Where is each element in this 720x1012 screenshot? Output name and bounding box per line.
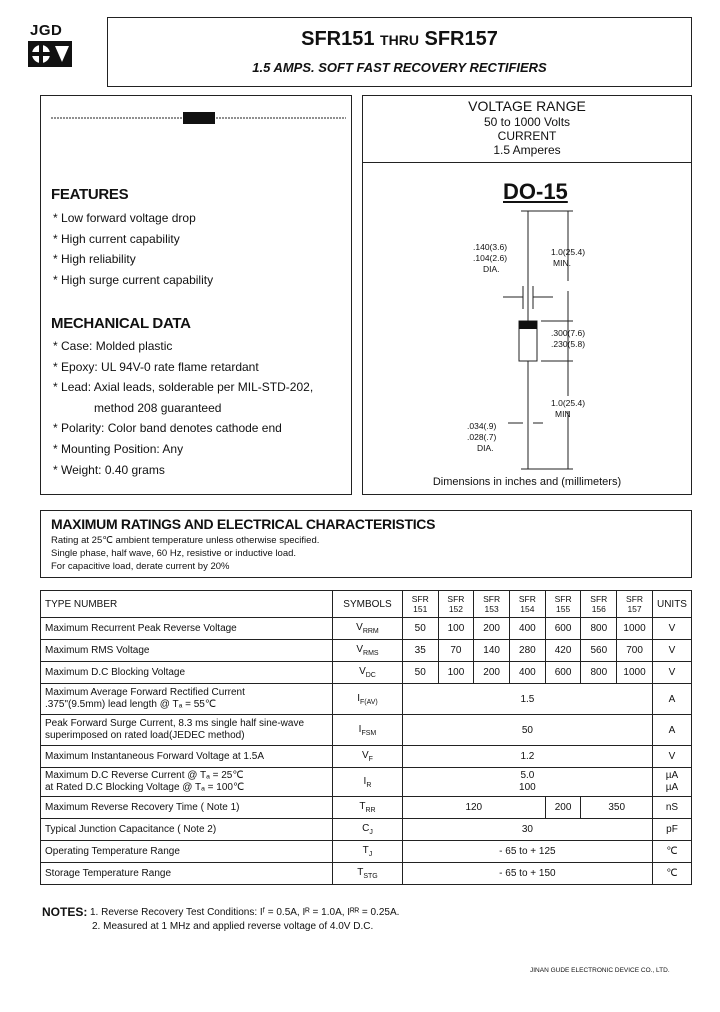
logo-text: JGD <box>30 22 63 39</box>
dim-wire-max: .034(.9) <box>467 421 497 431</box>
feature-item: * High surge current capability <box>53 273 214 287</box>
ratings-title: MAXIMUM RATINGS AND ELECTRICAL CHARACTERISTICS <box>51 516 436 532</box>
table-cell: ℃ <box>652 863 691 885</box>
table-cell: 120 <box>402 797 545 819</box>
table-cell: A <box>652 684 691 715</box>
table-cell: 50 <box>402 715 652 746</box>
table-cell: $V_{RRM}$ <box>333 618 403 640</box>
feature-item: * Low forward voltage drop <box>53 211 196 225</box>
mechanical-item: method 208 guaranteed <box>94 401 222 415</box>
feature-item: * High reliability <box>53 252 136 266</box>
dimensions-caption: Dimensions in inches and (millimeters) <box>432 476 622 488</box>
part-header: SFR 151 <box>402 591 438 618</box>
table-cell: 800 <box>581 618 617 640</box>
dim-body-max: .300(7.6) <box>551 328 586 338</box>
diode-graphic <box>41 111 353 125</box>
dim-lead-upper-min: MIN. <box>553 258 571 268</box>
ratings-box <box>40 510 692 578</box>
table-cell: 70 <box>438 640 474 662</box>
mechanical-item: * Epoxy: UL 94V-0 rate flame retardant <box>53 360 259 374</box>
part-header: SFR 154 <box>510 591 546 618</box>
table-cell: Maximum RMS Voltage <box>41 640 333 662</box>
dim-dia-max: .140(3.6) <box>473 242 508 252</box>
title-box <box>107 17 692 87</box>
table-cell: 200 <box>474 618 510 640</box>
table-row <box>41 863 692 885</box>
part-header: SFR 153 <box>474 591 510 618</box>
part-header: SFR 155 <box>545 591 581 618</box>
type-number-header: TYPE NUMBER <box>41 591 333 618</box>
table-cell: - 65 to + 125 <box>402 841 652 863</box>
company-footer: JINAN GUDE ELECTRONIC DEVICE CO., LTD. <box>530 967 670 974</box>
table-cell: 700 <box>617 640 653 662</box>
table-cell: Maximum D.C Blocking Voltage <box>41 662 333 684</box>
part-last: SFR157 <box>424 28 498 50</box>
mechanical-item: * Lead: Axial leads, solderable per MIL-STD-202, <box>53 380 314 394</box>
table-cell: $V_{DC}$ <box>333 662 403 684</box>
table-cell: 1.2 <box>402 746 652 768</box>
table-cell: Maximum Reverse Recovery Time ( Note 1) <box>41 797 333 819</box>
package-label: DO-15 <box>503 179 568 204</box>
dim-wire-min: .028(.7) <box>467 432 497 442</box>
table-cell: 1.5 <box>402 684 652 715</box>
table-cell: µA µA <box>652 768 691 797</box>
table-cell: $V_{RMS}$ <box>333 640 403 662</box>
dim-dia-label: DIA. <box>483 264 500 274</box>
voltage-range: 50 to 1000 Volts <box>483 115 571 129</box>
table-cell: 30 <box>402 819 652 841</box>
table-row <box>41 841 692 863</box>
table-cell: Operating Temperature Range <box>41 841 333 863</box>
part-header: SFR 157 <box>617 591 653 618</box>
features-heading: FEATURES <box>51 186 129 203</box>
table-row <box>41 797 692 819</box>
part-header: SFR 152 <box>438 591 474 618</box>
table-cell: 100 <box>438 662 474 684</box>
table-cell: $C_J$ <box>333 819 403 841</box>
mechanical-item: * Case: Molded plastic <box>53 339 173 353</box>
mechanical-item: * Weight: 0.40 grams <box>53 463 165 477</box>
table-cell: 1000 <box>617 662 653 684</box>
voltage-heading: VOLTAGE RANGE <box>468 98 586 114</box>
table-cell: $I_R$ <box>333 768 403 797</box>
ratings-note: Single phase, half wave, 60 Hz, resistive or inductive load. <box>51 548 297 559</box>
dim-lead-lower: 1.0(25.4) <box>551 398 586 408</box>
table-cell: 100 <box>438 618 474 640</box>
table-row <box>41 640 692 662</box>
table-cell: 200 <box>545 797 581 819</box>
table-cell: 600 <box>545 618 581 640</box>
table-cell: 35 <box>402 640 438 662</box>
table-cell: 420 <box>545 640 581 662</box>
table-cell: 140 <box>474 640 510 662</box>
part-first: SFR151 <box>301 28 375 50</box>
table-cell: Maximum Recurrent Peak Reverse Voltage <box>41 618 333 640</box>
note-2: 2. Measured at 1 MHz and applied reverse voltage of 4.0V D.C. <box>92 921 374 932</box>
ratings-note: For capacitive load, derate current by 20% <box>51 561 230 572</box>
table-cell: $V_F$ <box>333 746 403 768</box>
current-heading: CURRENT <box>497 129 557 143</box>
features-panel <box>40 95 352 495</box>
table-cell: 800 <box>581 662 617 684</box>
table-cell: Typical Junction Capacitance ( Note 2) <box>41 819 333 841</box>
ratings-table <box>40 590 692 885</box>
table-cell: 5.0 100 <box>402 768 652 797</box>
table-cell: ℃ <box>652 841 691 863</box>
notes-label: NOTES: <box>42 905 88 919</box>
table-cell: $T_{RR}$ <box>333 797 403 819</box>
ratings-note: Rating at 25℃ ambient temperature unless otherwise specified. <box>51 535 320 546</box>
table-cell: 350 <box>581 797 653 819</box>
note-1: 1. Reverse Recovery Test Conditions: Iᶠ = 0.5A, Iᴿ = 1.0A, Iᴿᴿ = 0.25A. <box>90 907 400 918</box>
table-cell: 1000 <box>617 618 653 640</box>
table-cell: V <box>652 640 691 662</box>
package-panel <box>362 95 692 495</box>
table-cell: Storage Temperature Range <box>41 863 333 885</box>
table-cell: Peak Forward Surge Current, 8.3 ms single half sine-wave superimposed on rated load(JEDEC method) <box>41 715 333 746</box>
thru-label: THRU <box>380 32 419 48</box>
table-row <box>41 618 692 640</box>
page-title <box>108 28 691 51</box>
dim-lead-lower-min: MIN <box>555 409 571 419</box>
table-cell: 50 <box>402 618 438 640</box>
table-cell: V <box>652 746 691 768</box>
table-row <box>41 715 692 746</box>
logo-icon <box>27 40 73 68</box>
current-value: 1.5 Amperes <box>493 143 561 157</box>
table-row <box>41 768 692 797</box>
dim-lead-upper: 1.0(25.4) <box>551 247 586 257</box>
table-cell: 200 <box>474 662 510 684</box>
table-row <box>41 819 692 841</box>
table-cell: $T_J$ <box>333 841 403 863</box>
table-header-row <box>41 591 692 618</box>
table-cell: V <box>652 618 691 640</box>
table-cell: Maximum Instantaneous Forward Voltage at 1.5A <box>41 746 333 768</box>
mechanical-item: * Polarity: Color band denotes cathode end <box>53 421 282 435</box>
units-header: UNITS <box>652 591 691 618</box>
table-cell: $I_{FSM}$ <box>333 715 403 746</box>
divider <box>363 162 691 163</box>
table-cell: A <box>652 715 691 746</box>
table-row <box>41 684 692 715</box>
table-cell: - 65 to + 150 <box>402 863 652 885</box>
table-cell: $T_{STG}$ <box>333 863 403 885</box>
dim-wire-label: DIA. <box>477 443 494 453</box>
table-cell: 280 <box>510 640 546 662</box>
dim-dia-min: .104(2.6) <box>473 253 508 263</box>
table-row <box>41 746 692 768</box>
table-cell: 50 <box>402 662 438 684</box>
table-cell: nS <box>652 797 691 819</box>
table-row <box>41 662 692 684</box>
part-header: SFR 156 <box>581 591 617 618</box>
table-cell: Maximum D.C Reverse Current @ Tₐ = 25℃ at Rated D.C Blocking Voltage @ Tₐ = 100℃ <box>41 768 333 797</box>
table-cell: 560 <box>581 640 617 662</box>
symbols-header: SYMBOLS <box>333 591 403 618</box>
table-cell: V <box>652 662 691 684</box>
mechanical-item: * Mounting Position: Any <box>53 442 184 456</box>
table-cell: 400 <box>510 662 546 684</box>
table-cell: Maximum Average Forward Rectified Current .375"(9.5mm) lead length @ Tₐ = 55℃ <box>41 684 333 715</box>
table-cell: 600 <box>545 662 581 684</box>
dim-body-min: .230(5.8) <box>551 339 586 349</box>
subtitle: 1.5 AMPS. SOFT FAST RECOVERY RECTIFIERS <box>252 60 547 75</box>
table-cell: 400 <box>510 618 546 640</box>
table-cell: $I_{F(AV)}$ <box>333 684 403 715</box>
mechanical-heading: MECHANICAL DATA <box>51 315 191 332</box>
package-drawing <box>363 201 693 476</box>
table-cell: pF <box>652 819 691 841</box>
feature-item: * High current capability <box>53 232 180 246</box>
